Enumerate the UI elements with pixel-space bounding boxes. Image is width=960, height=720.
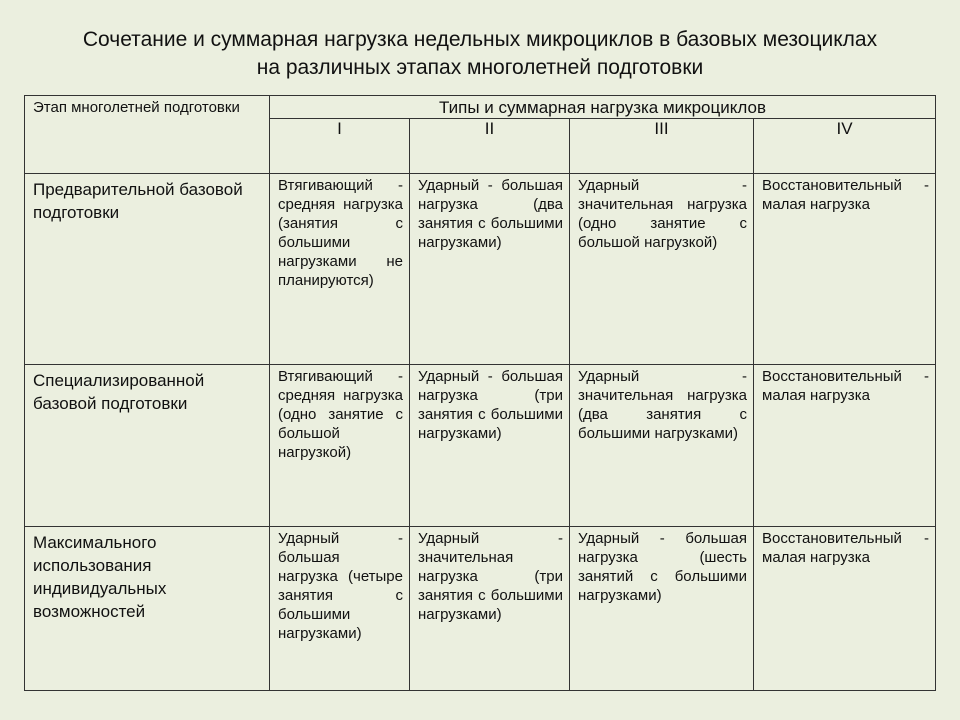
table-cell: Ударный - значительная нагрузка (три занятия с большими нагрузками)	[410, 527, 570, 691]
table-row	[25, 365, 936, 527]
table-cell: Ударный - значительная нагрузка (два занятия с большими нагрузками)	[570, 365, 754, 527]
page-title	[0, 26, 960, 82]
table-cell: Втягивающий - средняя нагрузка (занятия с большими нагрузками не планируются)	[270, 174, 410, 365]
stage-cell: Максимального использования индивидуальных возможностей	[25, 527, 270, 691]
title-line-1: Сочетание и суммарная нагрузка недельных микроциклов в базовых мезоциклах	[82, 28, 878, 51]
table-cell: Втягивающий - средняя нагрузка (одно занятие с большой нагрузкой)	[270, 365, 410, 527]
table-cell: Восстановительный - малая нагрузка	[754, 174, 936, 365]
table-cell: Восстановительный - малая нагрузка	[754, 365, 936, 527]
microcycle-header-4: IV	[754, 119, 936, 174]
title-line-2: на различных этапах многолетней подготовки	[256, 56, 704, 79]
table-cell: Восстановительный - малая нагрузка	[754, 527, 936, 691]
stage-header: Этап многолетней подготовки	[25, 96, 270, 174]
table-row	[25, 174, 936, 365]
microcycle-header-2: II	[410, 119, 570, 174]
table-cell: Ударный - большая нагрузка (три занятия с большими нагрузками)	[410, 365, 570, 527]
stage-cell: Специализированной базовой подготовки	[25, 365, 270, 527]
table-cell: Ударный - большая нагрузка (два занятия с большими нагрузками)	[410, 174, 570, 365]
table-cell: Ударный - большая нагрузка (шесть занятий с большими нагрузками)	[570, 527, 754, 691]
table-cell: Ударный - большая нагрузка (четыре занятия с большими нагрузками)	[270, 527, 410, 691]
stage-cell: Предварительной базовой подготовки	[25, 174, 270, 365]
table-row	[25, 527, 936, 691]
microcycle-table	[24, 95, 936, 691]
microcycle-header-3: III	[570, 119, 754, 174]
types-header: Типы и суммарная нагрузка микроциклов	[270, 96, 936, 119]
microcycle-header-1: I	[270, 119, 410, 174]
table-cell: Ударный - значительная нагрузка (одно занятие с большой нагрузкой)	[570, 174, 754, 365]
